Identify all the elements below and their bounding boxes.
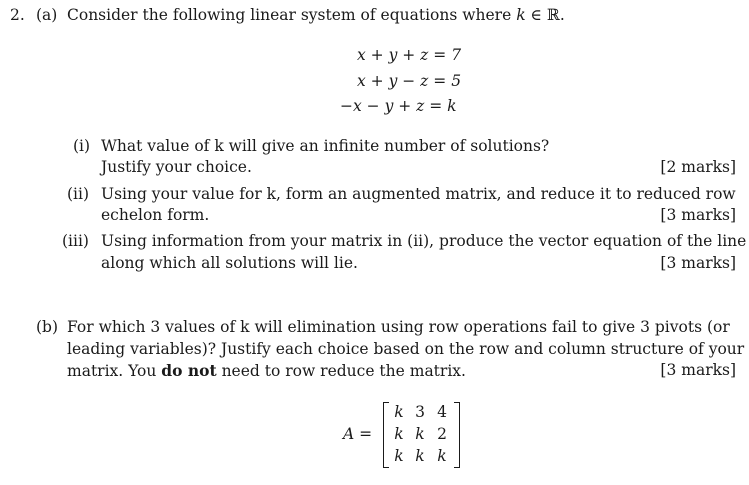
sub-ii-line2: echelon form. <box>101 206 210 224</box>
part-b-line3-bold: do not <box>161 361 217 380</box>
sub-i-line2: Justify your choice. <box>101 158 252 176</box>
matrix-cell: k <box>394 425 404 443</box>
sub-ii-label: (ii) <box>67 185 90 203</box>
part-b-marks: [3 marks] <box>660 361 736 379</box>
sub-iii-label: (iii) <box>62 232 89 250</box>
sub-iii-line2: along which all solutions will lie. <box>101 254 358 272</box>
part-b-label: (b) <box>36 318 59 336</box>
sub-ii-marks: [3 marks] <box>660 206 736 224</box>
sub-iii-marks: [3 marks] <box>660 254 736 272</box>
matrix-label: A = <box>343 425 373 443</box>
part-a-label: (a) <box>36 6 58 24</box>
sub-i-label: (i) <box>73 137 91 155</box>
part-b-line3 <box>67 361 466 380</box>
sub-i-marks: [2 marks] <box>660 158 736 176</box>
question-number: 2. <box>10 6 25 24</box>
part-b-line3-post: need to row reduce the matrix. <box>221 362 466 380</box>
part-b-line1: For which 3 values of k will elimination using row operations fail to give 3 pivots (or <box>67 318 730 336</box>
sub-i-line1: What value of k will give an infinite number of solutions? <box>101 137 550 155</box>
equation-2: x + y − z = 5 <box>357 72 462 90</box>
part-a-intro-text: Consider the following linear system of equations where <box>67 6 512 24</box>
matrix-cell: 3 <box>415 403 425 421</box>
matrix-cell: 4 <box>437 403 447 421</box>
sub-iii-line1: Using information from your matrix in (ii), produce the vector equation of the line <box>101 232 747 250</box>
matrix-cell: k <box>437 447 447 465</box>
matrix-cell: k <box>415 425 425 443</box>
part-a-intro-var: k <box>516 6 526 24</box>
sub-ii-line1: Using your value for k, form an augmented matrix, and reduce it to reduced row <box>101 185 736 203</box>
matrix-right-bracket <box>454 402 460 468</box>
part-b-line2: leading variables)? Justify each choice based on the row and column structure of your <box>67 340 745 358</box>
part-a-intro <box>67 6 565 24</box>
equation-3: −x − y + z = k <box>340 97 457 115</box>
matrix-cell: k <box>394 447 404 465</box>
equation-1: x + y + z = 7 <box>357 46 462 64</box>
part-b-line3-pre: matrix. You <box>67 362 157 380</box>
matrix-cell: k <box>394 403 404 421</box>
matrix-cell: k <box>415 447 425 465</box>
part-a-intro-set: ∈ ℝ. <box>530 6 565 24</box>
matrix-cell: 2 <box>437 425 447 443</box>
